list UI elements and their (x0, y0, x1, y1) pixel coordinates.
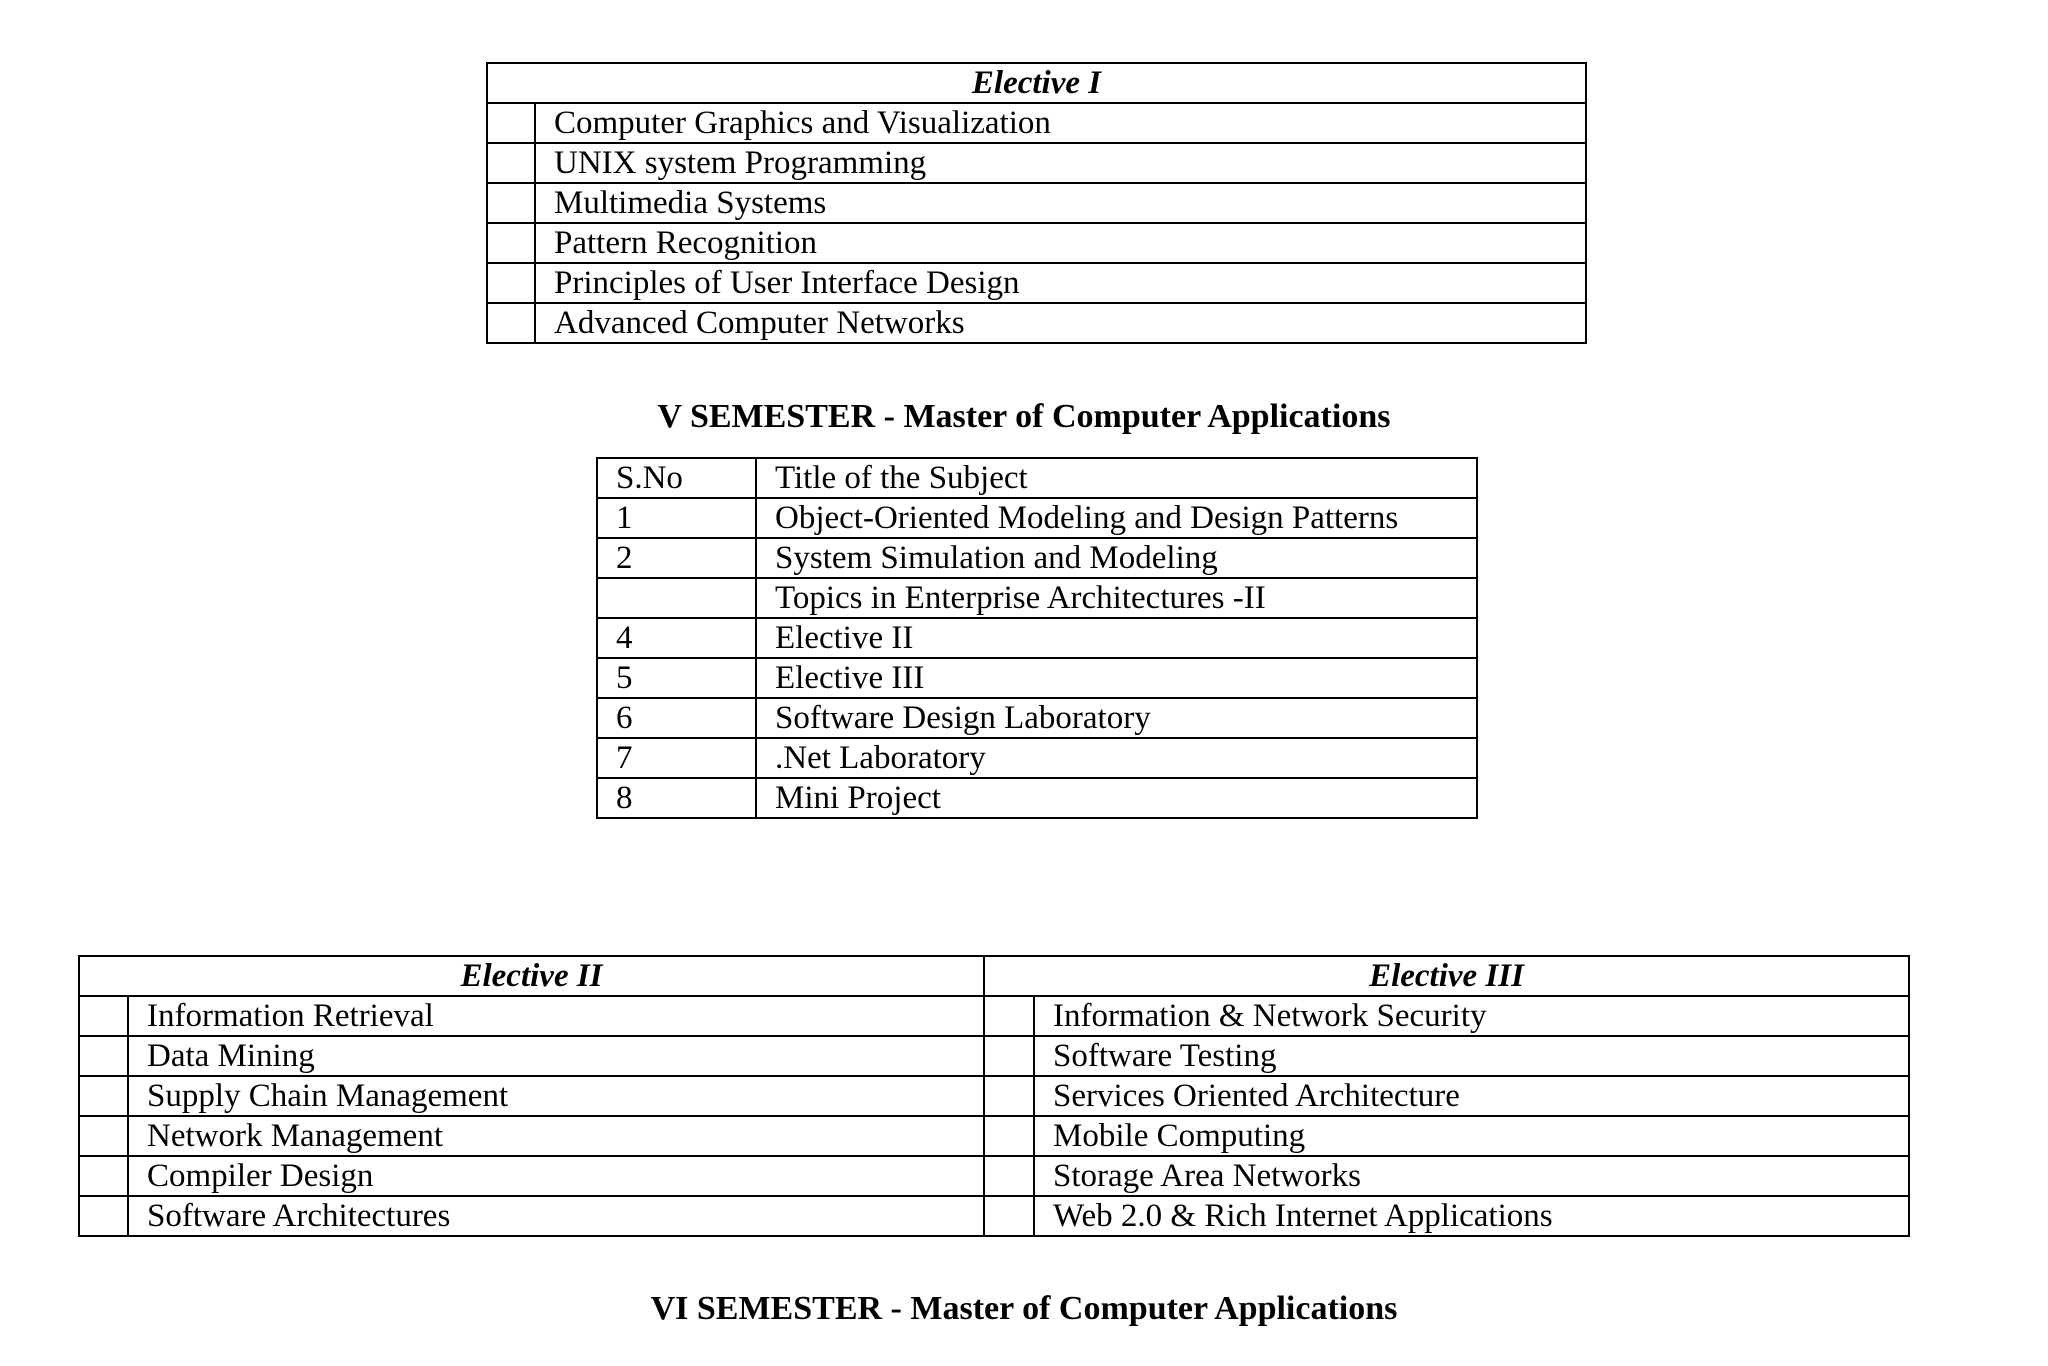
table-row (487, 223, 1586, 263)
table-row (79, 996, 1909, 1036)
elective-i-title: Elective I (487, 63, 1586, 103)
elective-ii-iii-table (78, 955, 1910, 1237)
table-row (597, 698, 1477, 738)
subject-cell: Topics in Enterprise Architectures -II (756, 578, 1477, 618)
table-row (487, 183, 1586, 223)
table-row (79, 1116, 1909, 1156)
list-item: Computer Graphics and Visualization (535, 103, 1586, 143)
subject-cell: Mini Project (756, 778, 1477, 818)
list-item: Software Testing (1034, 1036, 1909, 1076)
table-row (487, 303, 1586, 343)
sno-cell: 1 (597, 498, 756, 538)
sno-cell: 4 (597, 618, 756, 658)
table-row (597, 538, 1477, 578)
semester-v-table (596, 457, 1478, 819)
subject-cell: Elective II (756, 618, 1477, 658)
list-item: Network Management (128, 1116, 984, 1156)
table-row (597, 658, 1477, 698)
list-item: Principles of User Interface Design (535, 263, 1586, 303)
list-item: Pattern Recognition (535, 223, 1586, 263)
elective-i-table (486, 62, 1587, 344)
list-item: Supply Chain Management (128, 1076, 984, 1116)
sno-cell: 8 (597, 778, 756, 818)
sno-cell: 7 (597, 738, 756, 778)
table-row (487, 143, 1586, 183)
list-item: Information Retrieval (128, 996, 984, 1036)
subject-cell: Software Design Laboratory (756, 698, 1477, 738)
sno-cell: 5 (597, 658, 756, 698)
semester-v-heading: V SEMESTER - Master of Computer Applications (657, 398, 1391, 435)
table-header-row (597, 458, 1477, 498)
list-item: Web 2.0 & Rich Internet Applications (1034, 1196, 1909, 1236)
list-item: Services Oriented Architecture (1034, 1076, 1909, 1116)
sno-header: S.No (597, 458, 756, 498)
list-item: Software Architectures (128, 1196, 984, 1236)
table-row (597, 618, 1477, 658)
subject-cell: System Simulation and Modeling (756, 538, 1477, 578)
semester-vi-heading: VI SEMESTER - Master of Computer Applications (650, 1290, 1398, 1327)
table-row (597, 778, 1477, 818)
subject-cell: Object-Oriented Modeling and Design Patterns (756, 498, 1477, 538)
list-item: Information & Network Security (1034, 996, 1909, 1036)
table-row (79, 1076, 1909, 1116)
subject-cell: Elective III (756, 658, 1477, 698)
elective-iii-title: Elective III (984, 956, 1909, 996)
table-row (487, 103, 1586, 143)
list-item: Storage Area Networks (1034, 1156, 1909, 1196)
table-row (487, 263, 1586, 303)
title-header: Title of the Subject (756, 458, 1477, 498)
list-item: Multimedia Systems (535, 183, 1586, 223)
list-item: Compiler Design (128, 1156, 984, 1196)
table-row (597, 578, 1477, 618)
table-row (597, 498, 1477, 538)
subject-cell: .Net Laboratory (756, 738, 1477, 778)
table-row (79, 1036, 1909, 1076)
sno-cell: 6 (597, 698, 756, 738)
table-row (79, 1196, 1909, 1236)
table-row (79, 1156, 1909, 1196)
elective-ii-title: Elective II (79, 956, 984, 996)
sno-cell: 2 (597, 538, 756, 578)
table-row (597, 738, 1477, 778)
list-item: Mobile Computing (1034, 1116, 1909, 1156)
sno-cell (597, 578, 756, 618)
list-item: Advanced Computer Networks (535, 303, 1586, 343)
list-item: Data Mining (128, 1036, 984, 1076)
list-item: UNIX system Programming (535, 143, 1586, 183)
